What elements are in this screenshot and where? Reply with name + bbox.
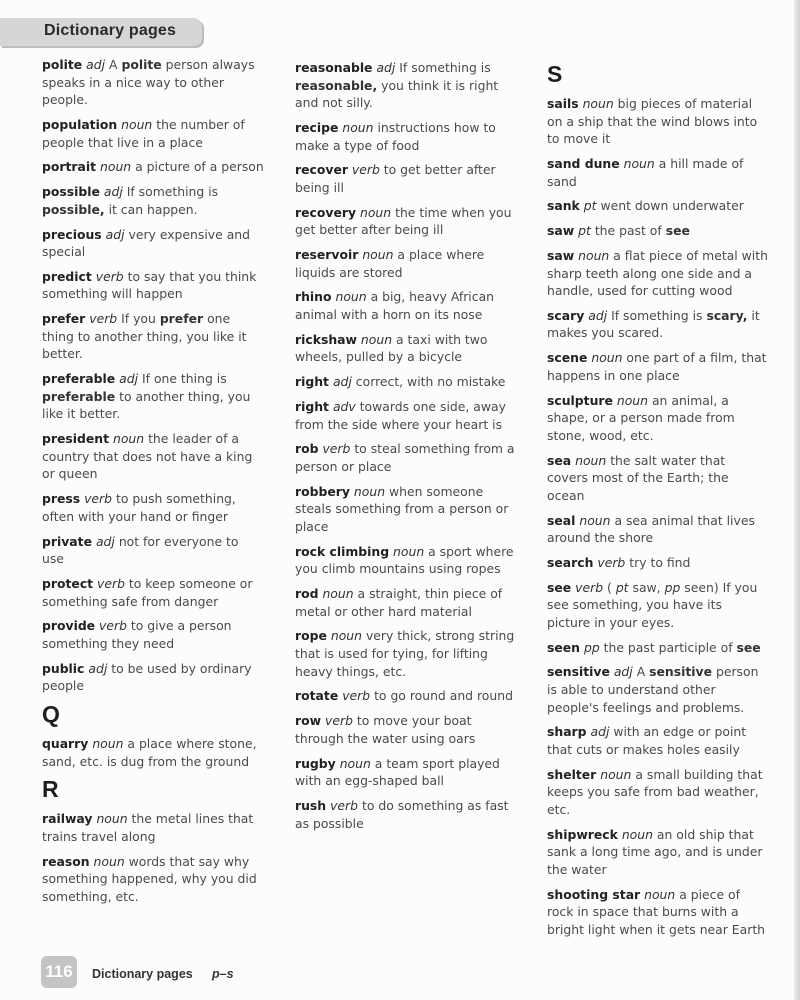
- part-of-speech: adj: [590, 724, 610, 740]
- dictionary-entry: [547, 886, 769, 939]
- headword: reservoir: [295, 247, 359, 263]
- dictionary-entry: [547, 723, 769, 758]
- definition-text: correct, with no mistake: [355, 374, 506, 390]
- headword: shelter: [547, 766, 597, 782]
- part-of-speech: noun: [353, 483, 386, 499]
- part-of-speech: noun: [575, 452, 607, 468]
- part-of-speech: adj: [588, 307, 608, 323]
- part-of-speech: noun: [93, 853, 125, 869]
- headword: reasonable: [295, 60, 373, 75]
- headword: private: [42, 533, 92, 549]
- dictionary-entry: [547, 512, 769, 547]
- headword: rotate: [295, 688, 339, 704]
- headword: possible: [42, 184, 100, 200]
- headword: shooting star: [547, 886, 641, 902]
- headword: sharp: [547, 724, 587, 740]
- headword: rugby: [295, 755, 336, 771]
- part-of-speech: adj: [105, 226, 125, 242]
- definition-text: the past participle of: [603, 639, 733, 655]
- dictionary-entry: [547, 247, 769, 300]
- dictionary-entry: [295, 161, 519, 196]
- definition-text: towards one side, away from the side where your heart is: [295, 399, 506, 432]
- definition-text: an animal, a shape, or a person made from stone, wood, etc.: [547, 392, 735, 443]
- part-of-speech: noun: [616, 392, 649, 408]
- part-of-speech: verb: [351, 162, 380, 178]
- part-of-speech: noun: [393, 543, 425, 559]
- dictionary-entry: [295, 204, 519, 239]
- part-of-speech: pt: [578, 223, 591, 239]
- part-of-speech: noun: [621, 826, 653, 842]
- part-of-speech: noun: [623, 155, 655, 171]
- part-of-speech: noun: [578, 247, 610, 263]
- definition-text: the number of people that live in a place: [42, 116, 245, 150]
- part-of-speech: noun: [579, 512, 611, 528]
- dictionary-entry: [547, 197, 769, 215]
- headword: sea: [547, 452, 572, 468]
- headword: rope: [295, 628, 327, 644]
- part-of-speech: noun: [342, 119, 374, 135]
- definition-text: the time when you get better after being ill: [295, 204, 512, 238]
- headword: rob: [295, 441, 319, 457]
- definition-text: big pieces of material on a ship that the wind blows into to move it: [547, 96, 758, 147]
- headword: sculpture: [547, 392, 613, 408]
- dictionary-entry: [42, 490, 264, 525]
- definition-text: the metal lines that trains travel along: [42, 811, 254, 844]
- headword: rock climbing: [295, 543, 390, 559]
- headword: railway: [42, 811, 93, 827]
- definition-text: a hill made of sand: [547, 155, 744, 189]
- dictionary-entry: [42, 617, 264, 652]
- definition-text: very expensive and special: [42, 226, 251, 260]
- definition-text: If something is: [126, 184, 219, 200]
- definition-text: it makes you scared.: [547, 307, 760, 341]
- headword: recipe: [295, 119, 339, 135]
- dictionary-entry: [547, 766, 769, 819]
- definition-text: it can happen.: [108, 201, 198, 217]
- page-number-badge: 116: [41, 956, 77, 988]
- bold-word: see: [736, 639, 761, 655]
- definition-text: a small building that keeps you safe from bad weather, etc.: [547, 766, 763, 817]
- headword: press: [42, 491, 81, 507]
- headword: president: [42, 431, 110, 447]
- part-of-speech: noun: [582, 96, 614, 111]
- headword: scary: [547, 307, 585, 323]
- footer-letter-range: p–s: [212, 967, 234, 981]
- dictionary-entry: [547, 307, 769, 342]
- headword: predict: [42, 268, 92, 284]
- dictionary-entry: [42, 56, 264, 109]
- dictionary-entry: [295, 797, 519, 832]
- section-letter: Q: [42, 701, 60, 728]
- headword: search: [547, 554, 594, 570]
- headword: saw: [547, 247, 575, 263]
- definition-text: very thick, strong string that is used for tying, for lifting heavy things, etc.: [295, 628, 515, 679]
- dictionary-entry: [547, 349, 769, 384]
- definition-text: one part of a film, that happens in one place: [547, 350, 767, 383]
- headword: right: [295, 399, 329, 414]
- headword: robbery: [295, 483, 350, 499]
- definition-text: seen) If you see something, you have its picture in your eyes.: [547, 579, 758, 630]
- dictionary-entry: [295, 543, 519, 578]
- headword: seal: [547, 512, 576, 528]
- dictionary-entry: [295, 627, 519, 680]
- definition-text: person is able to understand other people's feelings and problems.: [547, 664, 759, 715]
- dictionary-entry: [42, 116, 264, 151]
- definition-text: (: [607, 579, 612, 595]
- headword: precious: [42, 226, 102, 242]
- headword: right: [295, 374, 329, 390]
- dictionary-entry: [42, 310, 264, 363]
- part-of-speech: noun: [330, 628, 362, 644]
- section-title: Dictionary pages: [44, 22, 177, 39]
- part-of-speech: adj: [95, 533, 115, 549]
- dictionary-entry: [547, 392, 769, 445]
- definition-text: one thing to another thing, you like it better.: [42, 311, 247, 362]
- definition-text: to do something as fast as possible: [295, 797, 509, 831]
- dictionary-entry: [295, 331, 519, 366]
- part-of-speech: verb: [84, 491, 113, 507]
- dictionary-entry: [547, 826, 769, 879]
- dictionary-entry: [295, 585, 519, 620]
- headword: recovery: [295, 204, 357, 220]
- dictionary-entry: [42, 853, 264, 906]
- headword: prefer: [42, 311, 86, 327]
- part-of-speech: adj: [613, 664, 633, 680]
- definition-text: a picture of a person: [135, 159, 264, 175]
- definition-text: If something is: [399, 60, 491, 75]
- part-of-speech: verb: [330, 797, 359, 813]
- part-of-speech: verb: [597, 554, 626, 570]
- definition-text: to push something, often with your hand or finger: [42, 491, 236, 524]
- definition-text: to another thing, you like it better.: [42, 388, 251, 422]
- part-of-speech: verb: [99, 618, 127, 634]
- footer-title: Dictionary pages: [92, 967, 193, 981]
- bold-word: polite: [121, 57, 162, 72]
- part-of-speech: adj: [376, 60, 396, 75]
- bold-word: reasonable,: [295, 77, 378, 93]
- definition-text: A: [636, 664, 646, 680]
- headword: row: [295, 713, 322, 729]
- part-of-speech: pt: [583, 198, 597, 214]
- headword: public: [42, 660, 85, 676]
- definition-text: a taxi with two wheels, pulled by a bicycle: [295, 331, 488, 365]
- definition-text: to move your boat through the water using oars: [295, 713, 476, 746]
- dictionary-entry: [547, 95, 769, 148]
- part-of-speech: adj: [103, 184, 123, 200]
- dictionary-entry: [547, 663, 769, 716]
- dictionary-entry: [42, 533, 264, 568]
- section-letter: S: [547, 61, 563, 87]
- headword: reason: [42, 853, 90, 869]
- definition-text: a flat piece of metal with sharp teeth along one side and a handle, used for cutting wood: [547, 247, 768, 299]
- dictionary-column-2: [295, 59, 519, 839]
- dictionary-entry: [295, 119, 519, 154]
- part-of-speech: verb: [95, 268, 124, 284]
- dictionary-entry: [295, 440, 519, 475]
- definition-text: words that say why something happened, why you did something, etc.: [42, 853, 257, 904]
- part-of-speech: pp: [583, 639, 600, 655]
- part-of-speech: adj: [86, 57, 106, 72]
- part-of-speech: noun: [644, 886, 676, 902]
- headword: portrait: [42, 159, 97, 175]
- part-of-speech: noun: [600, 766, 632, 782]
- dictionary-entry: [42, 735, 264, 770]
- part-of-speech: noun: [92, 736, 124, 752]
- headword: protect: [42, 575, 94, 591]
- definition-text: when someone steals something from a person or place: [295, 483, 509, 534]
- definition-text: A: [109, 57, 118, 72]
- headword: preferable: [42, 371, 116, 387]
- dictionary-entry: [42, 810, 264, 845]
- definition-text: you think it is right and not silly.: [295, 77, 499, 111]
- part-of-speech: noun: [112, 431, 145, 447]
- definition-text: to say that you think something will happen: [42, 268, 257, 302]
- definition-text: If one thing is: [141, 371, 227, 387]
- dictionary-entry: [42, 183, 264, 218]
- definition-text: to go round and round: [374, 688, 513, 704]
- headword: provide: [42, 618, 96, 634]
- dictionary-entry: [295, 246, 519, 281]
- dictionary-entry: [42, 575, 264, 610]
- dictionary-column-1: [42, 56, 264, 913]
- dictionary-entry: [295, 755, 519, 790]
- definition-text: went down underwater: [600, 198, 744, 214]
- definition-text: person always speaks in a nice way to other people.: [42, 57, 255, 108]
- dictionary-column-3: [547, 58, 769, 946]
- definition-text: the salt water that covers most of the Earth; the ocean: [547, 452, 729, 503]
- definition-text: a place where liquids are stored: [295, 247, 485, 280]
- definition-text: a piece of rock in space that burns with a bright light when it gets near Earth: [547, 886, 766, 937]
- headword: see: [547, 579, 572, 595]
- definition-text: a straight, thin piece of metal or other hard material: [295, 586, 503, 619]
- headword: quarry: [42, 736, 89, 752]
- dictionary-entry: [295, 59, 519, 112]
- headword: rhino: [295, 289, 332, 305]
- dictionary-entry: [547, 554, 769, 572]
- headword: sensitive: [547, 664, 610, 680]
- headword: rod: [295, 586, 319, 602]
- definition-text: If you: [121, 311, 156, 327]
- bold-word: see: [665, 223, 690, 239]
- part-of-speech: noun: [100, 159, 132, 175]
- bold-word: preferable: [42, 388, 116, 404]
- dictionary-entry: [295, 373, 519, 391]
- part-of-speech: noun: [360, 204, 392, 220]
- part-of-speech: verb: [97, 575, 125, 591]
- part-of-speech: noun: [322, 586, 354, 602]
- part-of-speech: verb: [342, 688, 371, 704]
- section-letter: R: [42, 776, 59, 803]
- dictionary-entry: [295, 483, 519, 536]
- part-of-speech: adj: [88, 660, 108, 676]
- headword: rickshaw: [295, 331, 357, 347]
- headword: sails: [547, 96, 579, 111]
- headword: recover: [295, 162, 348, 178]
- dictionary-entry: [42, 158, 264, 176]
- definition-text: a sea animal that lives around the shore: [547, 512, 755, 546]
- page-edge: [794, 0, 800, 1000]
- part-of-speech: adj: [119, 371, 139, 387]
- dictionary-entry: [295, 288, 519, 323]
- dictionary-entry: [295, 687, 519, 705]
- definition-text: to be used by ordinary people: [42, 660, 252, 694]
- part-of-speech: verb: [325, 713, 353, 729]
- headword: sank: [547, 198, 580, 214]
- definition-text: a team sport played with an egg-shaped ball: [295, 755, 500, 789]
- definition-text: to steal something from a person or place: [295, 441, 515, 474]
- dictionary-entry: [42, 660, 264, 695]
- part-of-speech: noun: [591, 350, 623, 366]
- dictionary-entry: [547, 155, 769, 190]
- part-of-speech: noun: [335, 289, 367, 305]
- dictionary-entry: [295, 398, 519, 433]
- definition-text: the leader of a country that does not have a king or queen: [42, 431, 253, 482]
- part-of-speech: verb: [322, 441, 351, 457]
- part-of-speech: pp: [664, 579, 681, 595]
- dictionary-entry: [547, 639, 769, 657]
- definition-text: instructions how to make a type of food: [295, 119, 496, 153]
- dictionary-entry: [547, 579, 769, 632]
- definition-text: try to find: [629, 554, 691, 570]
- part-of-speech: noun: [339, 755, 371, 771]
- headword: sand dune: [547, 155, 620, 171]
- part-of-speech: verb: [575, 579, 604, 595]
- part-of-speech: noun: [121, 116, 153, 132]
- definition-text: to get better after being ill: [295, 162, 496, 195]
- definition-text: saw,: [632, 579, 661, 595]
- headword: seen: [547, 639, 581, 655]
- headword: shipwreck: [547, 826, 618, 842]
- definition-text: to give a person something they need: [42, 618, 232, 651]
- headword: saw: [547, 223, 575, 239]
- definition-text: an old ship that sank a long time ago, and is under the water: [547, 826, 763, 877]
- section-header-tab: [0, 18, 202, 46]
- definition-text: If something is: [611, 307, 703, 323]
- bold-word: possible,: [42, 201, 105, 217]
- part-of-speech: adj: [332, 374, 352, 390]
- bold-word: sensitive: [649, 664, 712, 680]
- dictionary-entry: [547, 452, 769, 505]
- dictionary-entry: [547, 222, 769, 240]
- part-of-speech: noun: [360, 331, 393, 347]
- headword: polite: [42, 57, 83, 72]
- definition-text: a big, heavy African animal with a horn on its nose: [295, 289, 495, 323]
- definition-text: the past of: [594, 223, 662, 239]
- part-of-speech: adv: [332, 399, 356, 414]
- bold-word: prefer: [159, 311, 204, 327]
- bold-word: scary,: [706, 307, 748, 323]
- part-of-speech: noun: [96, 811, 128, 827]
- definition-text: a sport where you climb mountains using ropes: [295, 543, 514, 577]
- headword: population: [42, 116, 118, 132]
- part-of-speech: noun: [362, 247, 394, 263]
- headword: rush: [295, 797, 327, 813]
- definition-text: to keep someone or something safe from danger: [42, 575, 253, 609]
- dictionary-entry: [42, 370, 264, 423]
- definition-text: not for everyone to use: [42, 533, 239, 567]
- part-of-speech: pt: [615, 579, 629, 595]
- headword: scene: [547, 350, 588, 366]
- definition-text: a place where stone, sand, etc. is dug from the ground: [42, 736, 257, 769]
- dictionary-entry: [42, 430, 264, 483]
- dictionary-entry: [42, 226, 264, 261]
- definition-text: with an edge or point that cuts or makes holes easily: [547, 724, 747, 758]
- dictionary-entry: [42, 268, 264, 303]
- dictionary-entry: [295, 712, 519, 747]
- part-of-speech: verb: [89, 311, 118, 327]
